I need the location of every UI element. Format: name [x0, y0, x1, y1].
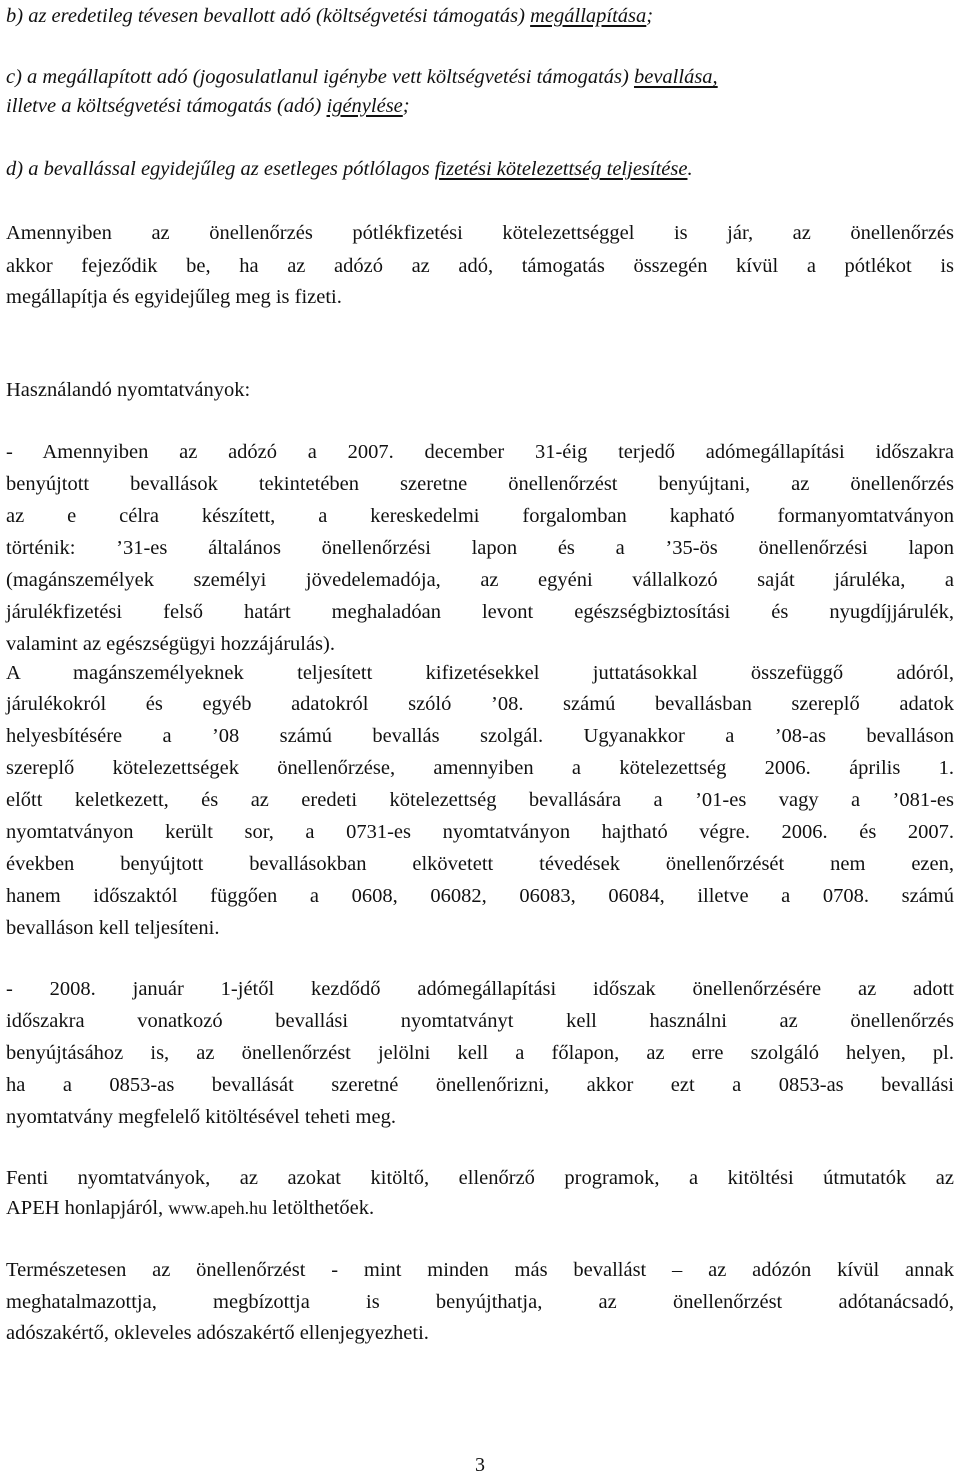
text-line: akkor fejeződik be, ha az adózó az adó, támogatás összegén kívül a pótlékot is [6, 255, 954, 277]
list-item-c-line-1 [6, 63, 718, 91]
text-line: történik: ’31-es általános önellenőrzési lapon és a ’35-ös önellenőrzési lapon [6, 537, 954, 559]
text-line: nyomtatvány megfelelő kitöltésével teheti meg. [6, 1106, 396, 1128]
text-line: Természetesen az önellenőrzést - mint minden más bevallást – az adózón kívül annak [6, 1259, 954, 1281]
list-item-c2-underlined: igénylése [326, 95, 403, 117]
text-line: Fenti nyomtatványok, az azokat kitöltő, ellenőrző programok, a kitöltési útmutatók az [6, 1167, 954, 1189]
text-line: előtt keletkezett, és az eredeti kötelezettség bevallására a ’01-es vagy a ’081-es [6, 789, 954, 811]
list-item-c-text: c) a megállapított adó (jogosulatlanul igénybe vett költségvetési támogatás) [6, 66, 634, 88]
list-item-c-underlined: bevallása, [633, 66, 718, 88]
text-line: - Amennyiben az adózó a 2007. december 31-éig terjedő adómegállapítási időszakra [6, 441, 954, 463]
text-line: hanem időszaktól függően a 0608, 06082, 06083, 06084, illetve a 0708. számú [6, 885, 954, 907]
text-line: időszakra vonatkozó bevallási nyomtatványt kell használni az önellenőrzés [6, 1010, 954, 1032]
text-line: Amennyiben az önellenőrzés pótlékfizetési kötelezettséggel is jár, az önellenőrzés [6, 222, 954, 244]
list-item-d-punct: . [687, 158, 693, 180]
apeh-link[interactable]: www.apeh.hu [168, 1198, 268, 1218]
list-item-d-underlined: fizetési kötelezettség teljesítése [434, 158, 688, 180]
list-item-b-punct: ; [646, 5, 654, 27]
text-line: helyesbítésére a ’08 számú bevallás szolgál. Ugyanakkor a ’08-as bevalláson [6, 725, 954, 747]
text-line: szereplő kötelezettségek önellenőrzése, amennyiben a kötelezettség 2006. április 1. [6, 757, 954, 779]
forms-heading: Használandó nyomtatványok: [6, 379, 251, 401]
list-item-b [6, 2, 653, 30]
list-item-c2-text: illetve a költségvetési támogatás (adó) [6, 95, 327, 117]
text-line: adószakértő, okleveles adószakértő ellenjegyezheti. [6, 1322, 429, 1344]
list-item-c-line-2 [6, 92, 410, 120]
list-item-c2-punct: ; [402, 95, 410, 117]
text-line: benyújtásához is, az önellenőrzést jelölni kell a főlapon, az erre szolgáló helyen, pl. [6, 1042, 954, 1064]
text-line: meghatalmazottja, megbízottja is benyújthatja, az önellenőrzést adótanácsadó, [6, 1291, 954, 1313]
text-line [6, 1194, 374, 1222]
text-line: években benyújtott bevallásokban elkövetett tévedések önellenőrzését nem ezen, [6, 853, 954, 875]
text-line: A magánszemélyeknek teljesített kifizetésekkel juttatásokkal összefüggő adóról, [6, 662, 954, 684]
text-fragment: letölthetőek. [267, 1197, 375, 1219]
text-fragment: APEH honlapjáról, [6, 1197, 169, 1219]
text-line: (magánszemélyek személyi jövedelemadója, az egyéni vállalkozó saját járuléka, a [6, 569, 954, 591]
text-line: megállapítja és egyidejűleg meg is fizeti. [6, 286, 342, 308]
text-line: valamint az egészségügyi hozzájárulás). [6, 633, 335, 655]
list-item-b-text: b) az eredetileg tévesen bevallott adó (költségvetési támogatás) [6, 5, 531, 27]
text-line: benyújtott bevallások tekintetében szeretne önellenőrzést benyújtani, az önellenőrzés [6, 473, 954, 495]
text-line: nyomtatványon került sor, a 0731-es nyomtatványon hajtható végre. 2006. és 2007. [6, 821, 954, 843]
text-line: ha a 0853-as bevallását szeretné önellenőrizni, akkor ezt a 0853-as bevallási [6, 1074, 954, 1096]
text-line: az e célra készített, a kereskedelmi forgalomban kapható formanyomtatványon [6, 505, 954, 527]
text-line: járulékokról és egyéb adatokról szóló ’08. számú bevallásban szereplő adatok [6, 693, 954, 715]
text-line: bevalláson kell teljesíteni. [6, 917, 220, 939]
list-item-d-text: d) a bevallással egyidejűleg az esetleges pótlólagos [6, 158, 435, 180]
list-item-d [6, 155, 693, 183]
text-line: járulékfizetési felső határt meghaladóan levont egészségbiztosítási és nyugdíjjárulék, [6, 601, 954, 623]
page-number: 3 [475, 1454, 485, 1476]
list-item-b-underlined: megállapítása [530, 5, 647, 27]
text-line: - 2008. január 1-jétől kezdődő adómegállapítási időszak önellenőrzésére az adott [6, 978, 954, 1000]
